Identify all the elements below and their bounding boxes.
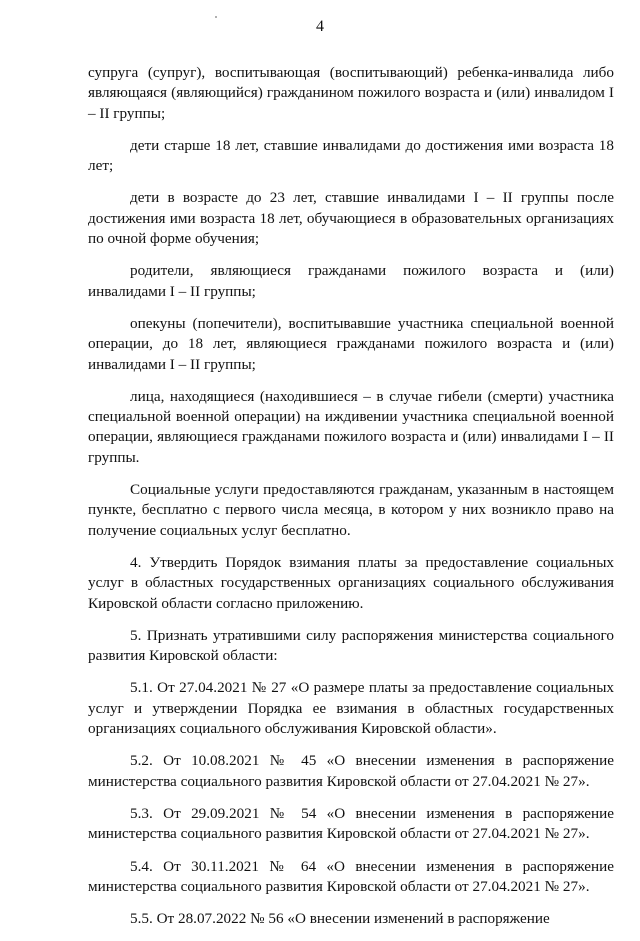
- paragraph-children-over-18: дети старше 18 лет, ставшие инвалидами до достижения ими возраста 18 лет;: [88, 136, 614, 175]
- paragraph-item-5-3: 5.3. От 29.09.2021 № 54 «О внесении изменения в распоряжение министерства социального развития Кировской области от 27.04.2021 № 27».: [88, 804, 614, 843]
- paragraph-spouse: супруга (супруг), воспитывающая (воспитывающий) ребенка-инвалида либо являющаяся (являющийся) гражданином пожилого возраста и (или) инвалидом I – II группы;: [88, 64, 614, 122]
- paragraph-item-5: 5. Признать утратившими силу распоряжения министерства социального развития Кировской области:: [88, 626, 614, 665]
- paragraph-item-5-4: 5.4. От 30.11.2021 № 64 «О внесении изменения в распоряжение министерства социального развития Кировской области от 27.04.2021 № 27».: [88, 857, 614, 895]
- page-number: 4: [316, 18, 324, 35]
- paragraph-item-5-1: 5.1. От 27.04.2021 № 27 «О размере платы за предоставление социальных услуг и утверждении Порядка ее взимания в областных государственных организациях социального обслуживания Кировской области».: [88, 679, 614, 738]
- document-body: [88, 63, 614, 941]
- paragraph-children-under-23: дети в возрасте до 23 лет, ставшие инвалидами I – II группы после достижения ими возраста 18 лет, обучающиеся в образовательных организациях по очной форме обучения;: [88, 189, 614, 248]
- paragraph-item-5-5: 5.5. От 28.07.2022 № 56 «О внесении изменений в распоряжение: [130, 910, 550, 928]
- paragraph-guardians: опекуны (попечители), воспитывавшие участника специальной военной операции, до 18 лет, являющиеся гражданами пожилого возраста и (или) инвалидами I – II группы;: [88, 314, 614, 373]
- paragraph-item-5-2: 5.2. От 10.08.2021 № 45 «О внесении изменения в распоряжение министерства социального развития Кировской области от 27.04.2021 № 27».: [88, 752, 614, 790]
- paragraph-item-4: 4. Утвердить Порядок взимания платы за предоставление социальных услуг в областных государственных организациях социального обслуживания Кировской области согласно приложению.: [88, 553, 614, 612]
- paragraph-dependents: лица, находящиеся (находившиеся – в случае гибели (смерти) участника специальной военной операции) на иждивении участника специальной военной операции, являющиеся гражданами пожилого возраста и (или) инвалидами I – II группы.: [88, 387, 614, 466]
- paragraph-free-services: Социальные услуги предоставляются гражданам, указанным в настоящем пункте, бесплатно с первого числа месяца, в котором у них возникло право на получение социальных услуг бесплатно.: [88, 481, 614, 539]
- paragraph-parents: родители, являющиеся гражданами пожилого возраста и (или) инвалидами I – II группы;: [88, 262, 614, 300]
